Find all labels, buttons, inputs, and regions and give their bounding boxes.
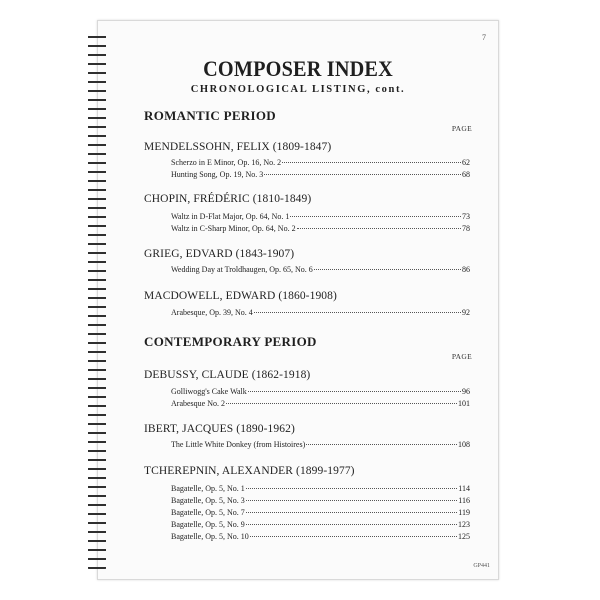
piece-entry bbox=[171, 399, 470, 408]
piece-page: 78 bbox=[462, 224, 470, 233]
piece-page: 125 bbox=[458, 532, 470, 541]
piece-page: 108 bbox=[458, 440, 470, 449]
piece-title: Bagatelle, Op. 5, No. 3 bbox=[171, 496, 245, 505]
piece-entry bbox=[171, 520, 470, 529]
dot-leader bbox=[246, 524, 457, 525]
dot-leader bbox=[254, 312, 461, 313]
piece-entry bbox=[171, 532, 470, 541]
piece-page: 101 bbox=[458, 399, 470, 408]
index-page bbox=[97, 20, 499, 580]
dot-leader bbox=[282, 162, 461, 163]
dot-leader bbox=[248, 391, 461, 392]
piece-entry bbox=[171, 387, 470, 396]
composer-name: CHOPIN, FRÉDÉRIC (1810-1849) bbox=[144, 193, 312, 205]
composer-name: DEBUSSY, CLAUDE (1862-1918) bbox=[144, 369, 311, 381]
piece-title: Hunting Song, Op. 19, No. 3 bbox=[171, 170, 264, 179]
dot-leader bbox=[306, 444, 457, 445]
page-subtitle: CHRONOLOGICAL LISTING, cont. bbox=[190, 84, 406, 95]
piece-page: 73 bbox=[462, 212, 470, 221]
piece-title: Waltz in C-Sharp Minor, Op. 64, No. 2 bbox=[171, 224, 296, 233]
piece-title: Arabesque No. 2 bbox=[171, 399, 225, 408]
piece-page: 86 bbox=[462, 265, 470, 274]
piece-entry bbox=[171, 224, 470, 233]
piece-page: 62 bbox=[462, 158, 470, 167]
piece-title: Bagatelle, Op. 5, No. 9 bbox=[171, 520, 245, 529]
piece-title: Bagatelle, Op. 5, No. 7 bbox=[171, 508, 245, 517]
piece-page: 96 bbox=[462, 387, 470, 396]
piece-title: Bagatelle, Op. 5, No. 1 bbox=[171, 484, 245, 493]
piece-page: 68 bbox=[462, 170, 470, 179]
composer-name: TCHEREPNIN, ALEXANDER (1899-1977) bbox=[144, 465, 355, 477]
dot-leader bbox=[250, 536, 457, 537]
spiral-binding bbox=[88, 31, 106, 571]
page-number: 7 bbox=[482, 33, 486, 42]
composer-name: IBERT, JACQUES (1890-1962) bbox=[144, 423, 295, 435]
piece-page: 92 bbox=[462, 308, 470, 317]
piece-page: 116 bbox=[458, 496, 470, 505]
piece-page: 119 bbox=[458, 508, 470, 517]
piece-title: Bagatelle, Op. 5, No. 10 bbox=[171, 532, 249, 541]
piece-title: Wedding Day at Troldhaugen, Op. 65, No. 6 bbox=[171, 265, 313, 274]
piece-entry bbox=[171, 170, 470, 179]
dot-leader bbox=[314, 269, 461, 270]
section-heading-contemporary: CONTEMPORARY PERIOD bbox=[144, 334, 317, 349]
dot-leader bbox=[264, 174, 461, 175]
piece-title: Waltz in D-Flat Major, Op. 64, No. 1 bbox=[171, 212, 290, 221]
dot-leader bbox=[290, 216, 461, 217]
piece-entry bbox=[171, 158, 470, 167]
piece-title: The Little White Donkey (from Histoires) bbox=[171, 440, 306, 449]
piece-entry bbox=[171, 496, 470, 505]
piece-title: Golliwogg's Cake Walk bbox=[171, 387, 247, 396]
piece-entry bbox=[171, 212, 470, 221]
piece-title: Arabesque, Op. 39, No. 4 bbox=[171, 308, 253, 317]
composer-name: MACDOWELL, EDWARD (1860-1908) bbox=[144, 290, 337, 302]
page-title: COMPOSER INDEX bbox=[203, 56, 393, 81]
piece-entry bbox=[171, 484, 470, 493]
composer-name: GRIEG, EDVARD (1843-1907) bbox=[144, 248, 295, 260]
page-column-label: PAGE bbox=[451, 124, 472, 133]
piece-title: Scherzo in E Minor, Op. 16, No. 2 bbox=[171, 158, 282, 167]
dot-leader bbox=[246, 512, 458, 513]
catalog-code: GP441 bbox=[473, 563, 490, 569]
dot-leader bbox=[297, 228, 461, 229]
piece-page: 123 bbox=[458, 520, 470, 529]
dot-leader bbox=[246, 488, 458, 489]
page-column-label: PAGE bbox=[451, 352, 472, 361]
piece-entry bbox=[171, 440, 470, 449]
piece-entry bbox=[171, 265, 470, 274]
section-heading-romantic: ROMANTIC PERIOD bbox=[144, 108, 276, 123]
composer-name: MENDELSSOHN, FELIX (1809-1847) bbox=[144, 141, 332, 153]
piece-page: 114 bbox=[458, 484, 470, 493]
dot-leader bbox=[226, 403, 457, 404]
dot-leader bbox=[246, 500, 458, 501]
piece-entry bbox=[171, 308, 470, 317]
piece-entry bbox=[171, 508, 470, 517]
